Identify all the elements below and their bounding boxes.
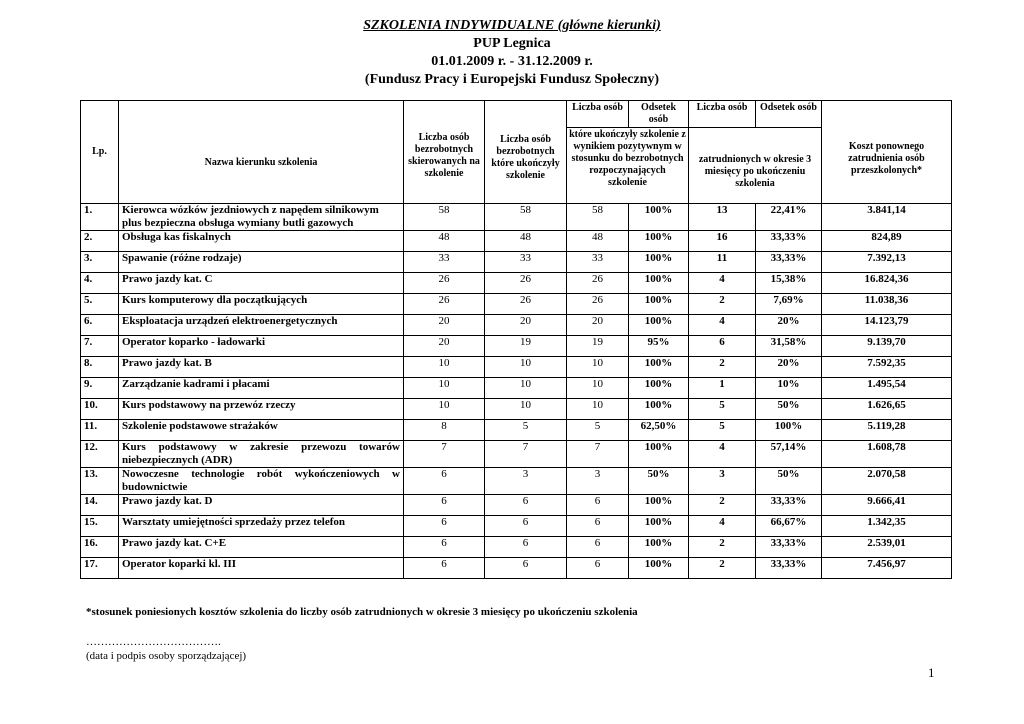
cell-completed: 5	[485, 420, 567, 441]
cell-positive-count: 26	[567, 273, 629, 294]
cell-employed-percent: 50%	[756, 399, 822, 420]
cell-positive-count: 6	[567, 516, 629, 537]
cell-referred: 26	[404, 294, 485, 315]
header-employed-percent: Odsetek osób	[756, 101, 822, 128]
cell-cost: 1.608,78	[822, 441, 952, 468]
cell-cost: 7.456,97	[822, 558, 952, 579]
cell-cost: 9.139,70	[822, 336, 952, 357]
cell-course-name: Warsztaty umiejętności sprzedaży przez telefon	[119, 516, 404, 537]
cell-completed: 10	[485, 399, 567, 420]
table-row	[81, 516, 952, 537]
cell-positive-percent: 100%	[629, 231, 689, 252]
cell-positive-count: 33	[567, 252, 629, 273]
cell-referred: 6	[404, 468, 485, 495]
cell-completed: 19	[485, 336, 567, 357]
cell-completed: 33	[485, 252, 567, 273]
cell-course-name: Kurs podstawowy na przewóz rzeczy	[119, 399, 404, 420]
cell-lp: 5.	[81, 294, 119, 315]
cell-completed: 10	[485, 357, 567, 378]
cell-positive-percent: 100%	[629, 495, 689, 516]
cell-employed-count: 2	[689, 537, 756, 558]
cell-employed-percent: 31,58%	[756, 336, 822, 357]
cell-cost: 9.666,41	[822, 495, 952, 516]
cell-course-name: Prawo jazdy kat. C+E	[119, 537, 404, 558]
cell-course-name: Prawo jazdy kat. B	[119, 357, 404, 378]
cell-cost: 824,89	[822, 231, 952, 252]
cell-lp: 14.	[81, 495, 119, 516]
table-row	[81, 273, 952, 294]
title-line-4: (Fundusz Pracy i Europejski Fundusz Społeczny)	[364, 72, 660, 87]
cell-lp: 13.	[81, 468, 119, 495]
cell-employed-percent: 33,33%	[756, 558, 822, 579]
cell-completed: 6	[485, 558, 567, 579]
cell-employed-count: 4	[689, 441, 756, 468]
cell-positive-count: 48	[567, 231, 629, 252]
header-name: Nazwa kierunku szkolenia	[119, 101, 404, 204]
header-positive-percent: Odsetek osób	[629, 101, 689, 128]
cell-referred: 33	[404, 252, 485, 273]
header-positive-count: Liczba osób	[567, 101, 629, 128]
cell-cost: 2.070,58	[822, 468, 952, 495]
cell-referred: 6	[404, 495, 485, 516]
cell-completed: 26	[485, 294, 567, 315]
cell-cost: 5.119,28	[822, 420, 952, 441]
cell-positive-count: 7	[567, 441, 629, 468]
cell-cost: 1.626,65	[822, 399, 952, 420]
cell-employed-count: 5	[689, 399, 756, 420]
cell-employed-count: 2	[689, 357, 756, 378]
cell-referred: 6	[404, 558, 485, 579]
cell-course-name: Obsługa kas fiskalnych	[119, 231, 404, 252]
cell-employed-percent: 20%	[756, 357, 822, 378]
cell-positive-count: 10	[567, 399, 629, 420]
table-row	[81, 399, 952, 420]
cell-positive-percent: 62,50%	[629, 420, 689, 441]
table-row	[81, 204, 952, 231]
cell-course-name: Prawo jazdy kat. D	[119, 495, 404, 516]
cell-positive-percent: 100%	[629, 378, 689, 399]
table-row	[81, 558, 952, 579]
cell-employed-percent: 33,33%	[756, 231, 822, 252]
table-row	[81, 537, 952, 558]
cell-lp: 10.	[81, 399, 119, 420]
cell-positive-percent: 100%	[629, 441, 689, 468]
cell-course-name: Kurs komputerowy dla początkujących	[119, 294, 404, 315]
cell-course-name: Szkolenie podstawowe strażaków	[119, 420, 404, 441]
cell-lp: 16.	[81, 537, 119, 558]
header-completed: Liczba osób bezrobotnych które ukończyły szkolenie	[485, 101, 567, 204]
cell-employed-count: 3	[689, 468, 756, 495]
cell-positive-percent: 100%	[629, 357, 689, 378]
title-line-1: SZKOLENIA INDYWIDUALNE (główne kierunki)	[363, 18, 661, 33]
cell-referred: 58	[404, 204, 485, 231]
cell-referred: 7	[404, 441, 485, 468]
cell-referred: 6	[404, 516, 485, 537]
cell-positive-count: 26	[567, 294, 629, 315]
cell-referred: 10	[404, 399, 485, 420]
cell-cost: 1.342,35	[822, 516, 952, 537]
cell-referred: 8	[404, 420, 485, 441]
header-employed-count: Liczba osób	[689, 101, 756, 128]
cell-lp: 4.	[81, 273, 119, 294]
cell-employed-count: 4	[689, 315, 756, 336]
cell-employed-percent: 66,67%	[756, 516, 822, 537]
cell-lp: 2.	[81, 231, 119, 252]
cell-completed: 6	[485, 537, 567, 558]
cell-completed: 58	[485, 204, 567, 231]
cell-lp: 11.	[81, 420, 119, 441]
cell-completed: 7	[485, 441, 567, 468]
cell-lp: 12.	[81, 441, 119, 468]
cell-positive-count: 10	[567, 378, 629, 399]
signature-line: ……………………………….	[86, 636, 221, 648]
cell-positive-count: 6	[567, 558, 629, 579]
cell-completed: 6	[485, 495, 567, 516]
cell-referred: 48	[404, 231, 485, 252]
cell-employed-count: 5	[689, 420, 756, 441]
title-line-3: 01.01.2009 r. - 31.12.2009 r.	[431, 54, 593, 69]
cell-lp: 17.	[81, 558, 119, 579]
table-row	[81, 441, 952, 468]
cell-employed-count: 4	[689, 273, 756, 294]
footnote: *stosunek poniesionych kosztów szkolenia do liczby osób zatrudnionych w okresie 3 miesięcy po ukończeniu szkolenia	[86, 606, 638, 618]
cell-employed-count: 13	[689, 204, 756, 231]
cell-employed-count: 16	[689, 231, 756, 252]
header-lp: Lp.	[81, 101, 119, 204]
cell-completed: 6	[485, 516, 567, 537]
cell-completed: 26	[485, 273, 567, 294]
cell-employed-percent: 33,33%	[756, 495, 822, 516]
cell-positive-percent: 95%	[629, 336, 689, 357]
cell-lp: 9.	[81, 378, 119, 399]
cell-positive-count: 6	[567, 495, 629, 516]
cell-course-name: Zarządzanie kadrami i płacami	[119, 378, 404, 399]
page-number: 1	[928, 665, 935, 680]
cell-cost: 7.592,35	[822, 357, 952, 378]
cell-completed: 20	[485, 315, 567, 336]
cell-completed: 3	[485, 468, 567, 495]
signature-caption: (data i podpis osoby sporządzającej)	[86, 650, 247, 662]
cell-course-name: Spawanie (różne rodzaje)	[119, 252, 404, 273]
cell-course-name: Nowoczesne technologie robót wykończeniowych w budownictwie	[119, 468, 404, 495]
cell-positive-count: 58	[567, 204, 629, 231]
table-row	[81, 252, 952, 273]
cell-lp: 15.	[81, 516, 119, 537]
cell-lp: 1.	[81, 204, 119, 231]
cell-employed-percent: 7,69%	[756, 294, 822, 315]
cell-completed: 10	[485, 378, 567, 399]
cell-positive-percent: 100%	[629, 252, 689, 273]
title-line-2: PUP Legnica	[473, 36, 551, 51]
header-cost: Koszt ponownego zatrudnienia osób przeszkolonych*	[822, 101, 952, 204]
cell-cost: 7.392,13	[822, 252, 952, 273]
cell-positive-count: 19	[567, 336, 629, 357]
cell-cost: 14.123,79	[822, 315, 952, 336]
table-row	[81, 231, 952, 252]
cell-positive-percent: 100%	[629, 294, 689, 315]
cell-employed-percent: 10%	[756, 378, 822, 399]
table-row	[81, 420, 952, 441]
cell-course-name: Eksploatacja urządzeń elektroenergetycznych	[119, 315, 404, 336]
cell-employed-count: 2	[689, 495, 756, 516]
cell-course-name: Operator koparki kl. III	[119, 558, 404, 579]
table-row	[81, 294, 952, 315]
table-body	[81, 204, 952, 579]
cell-employed-count: 11	[689, 252, 756, 273]
cell-course-name: Prawo jazdy kat. C	[119, 273, 404, 294]
cell-course-name: Kierowca wózków jezdniowych z napędem silnikowym plus bezpieczna obsługa wymiany butli gazowych	[119, 204, 404, 231]
cell-positive-percent: 100%	[629, 273, 689, 294]
cell-positive-count: 10	[567, 357, 629, 378]
cell-employed-percent: 20%	[756, 315, 822, 336]
cell-employed-count: 2	[689, 558, 756, 579]
cell-employed-percent: 50%	[756, 468, 822, 495]
cell-positive-percent: 100%	[629, 516, 689, 537]
cell-lp: 3.	[81, 252, 119, 273]
cell-employed-count: 4	[689, 516, 756, 537]
cell-employed-percent: 57,14%	[756, 441, 822, 468]
table-row	[81, 495, 952, 516]
cell-referred: 20	[404, 315, 485, 336]
cell-employed-count: 1	[689, 378, 756, 399]
cell-positive-percent: 100%	[629, 315, 689, 336]
cell-positive-percent: 100%	[629, 204, 689, 231]
cell-referred: 26	[404, 273, 485, 294]
cell-employed-percent: 22,41%	[756, 204, 822, 231]
cell-referred: 10	[404, 357, 485, 378]
cell-referred: 6	[404, 537, 485, 558]
cell-completed: 48	[485, 231, 567, 252]
table-row	[81, 378, 952, 399]
header-referred: Liczba osób bezrobotnych skierowanych na szkolenie	[404, 101, 485, 204]
cell-positive-percent: 100%	[629, 537, 689, 558]
training-table	[80, 100, 952, 579]
cell-course-name: Operator koparko - ładowarki	[119, 336, 404, 357]
cell-employed-percent: 15,38%	[756, 273, 822, 294]
cell-course-name: Kurs podstawowy w zakresie przewozu towarów niebezpiecznych (ADR)	[119, 441, 404, 468]
cell-employed-count: 2	[689, 294, 756, 315]
table-row	[81, 336, 952, 357]
cell-referred: 20	[404, 336, 485, 357]
table-row	[81, 357, 952, 378]
cell-employed-percent: 33,33%	[756, 252, 822, 273]
cell-lp: 6.	[81, 315, 119, 336]
cell-employed-count: 6	[689, 336, 756, 357]
cell-cost: 11.038,36	[822, 294, 952, 315]
cell-lp: 7.	[81, 336, 119, 357]
cell-positive-count: 5	[567, 420, 629, 441]
cell-positive-count: 20	[567, 315, 629, 336]
header-employed-desc: zatrudnionych w okresie 3 miesięcy po ukończeniu szkolenia	[689, 128, 822, 204]
cell-cost: 1.495,54	[822, 378, 952, 399]
cell-cost: 2.539,01	[822, 537, 952, 558]
cell-cost: 16.824,36	[822, 273, 952, 294]
header-positive-desc: które ukończyły szkolenie z wynikiem pozytywnym w stosunku do bezrobotnych rozpoczynających szkolenie	[567, 128, 689, 204]
table-row	[81, 315, 952, 336]
cell-positive-percent: 100%	[629, 558, 689, 579]
document-title	[0, 17, 1024, 89]
cell-cost: 3.841,14	[822, 204, 952, 231]
cell-employed-percent: 100%	[756, 420, 822, 441]
table-row	[81, 468, 952, 495]
cell-positive-percent: 100%	[629, 399, 689, 420]
cell-employed-percent: 33,33%	[756, 537, 822, 558]
cell-positive-count: 6	[567, 537, 629, 558]
cell-positive-percent: 50%	[629, 468, 689, 495]
cell-referred: 10	[404, 378, 485, 399]
cell-lp: 8.	[81, 357, 119, 378]
cell-positive-count: 3	[567, 468, 629, 495]
